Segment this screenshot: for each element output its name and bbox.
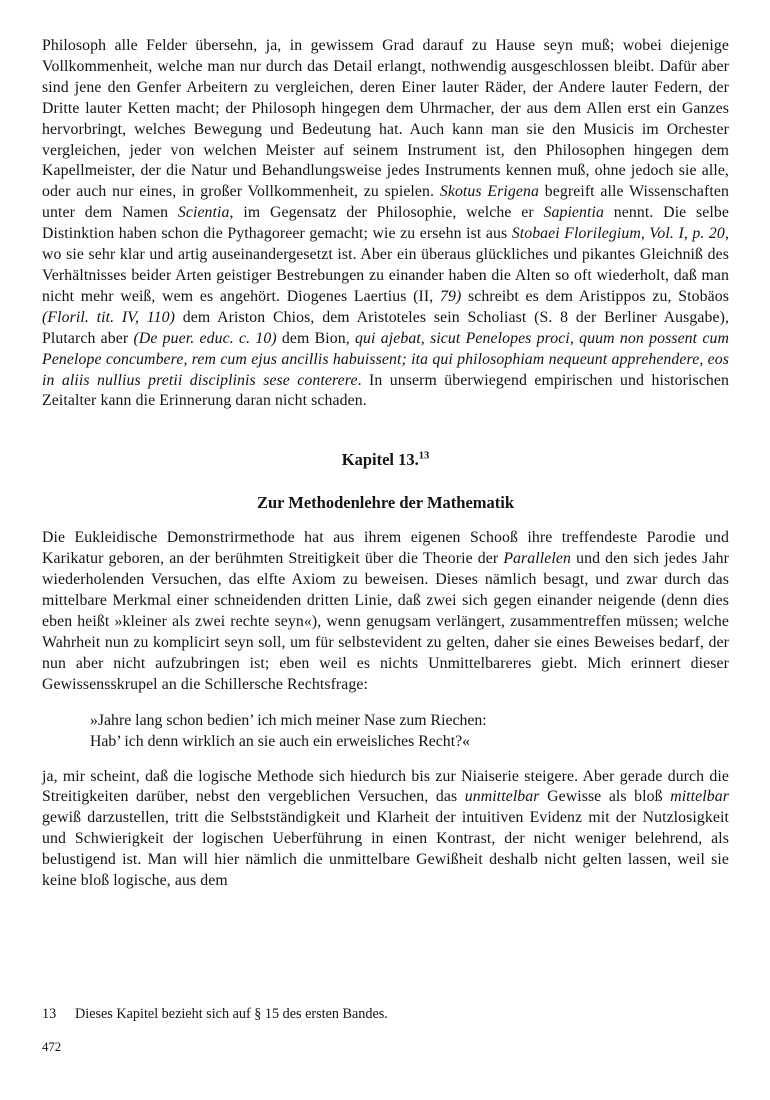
verse-line-2: Hab’ ich denn wirklich an sie auch ein erweisliches Recht?« xyxy=(90,732,471,750)
paragraph-continuation: Philosoph alle Felder übersehn, ja, in gewissem Grad darauf zu Hause seyn muß; wobei diejenige Vollkommenheit, welche man nur durch das Detail erlangt, nothwendig ausgeschlossen bleibt. Dafür aber sind jene den Genfer Arbeitern zu vergleichen, deren Einer lauter Räder, der Andere lauter Federn, der Dritte lauter Ketten macht; der Philosoph hingegen dem Uhrmacher, der aus dem Allen erst ein Ganzes hervorbringt, welches Bewegung und Bedeutung hat. Auch kann man sie den Musicis im Orchester vergleichen, jeder von welchen Meister auf seinem Instrument ist, den Philosophen hingegen dem Kapellmeister, der die Natur und Behandlungsweise jedes Instruments kennen muß, ohne jedoch sie alle, oder auch nur eines, in großer Vollkommenheit, zu spielen. Skotus Erigena begreift alle Wissenschaften unter dem Namen Scientia, im Gegensatz der Philosophie, welche er Sapientia nennt. Die selbe Distinktion haben schon die Pythagoreer gemacht; wie zu ersehn ist aus Stobaei Florilegium, Vol. I, p. 20, wo sie sehr klar und artig auseinandergesetzt ist. Aber ein überaus glückliches und pikantes Gleichniß des Verhältnisses beider Arten geistiger Bestrebungen zu einander haben die Alten so oft wiederholt, daß man nicht mehr weiß, wem es angehört. Diogenes Laertius (II, 79) schreibt es dem Aristippos zu, Stobäos (Floril. tit. IV, 110) dem Ariston Chios, dem Aristoteles sein Scholiast (S. 8 der Berliner Ausgabe), Plutarch aber (De puer. educ. c. 10) dem Bion, qui ajebat, sicut Penelopes proci, quum non possent cum Penelope concumbere, rem cum ejus ancillis habuissent; ita qui philosophiam nequeunt apprehendere, eos in aliis nullius pretii disciplinis sese conterere. In unserm überwiegend empirischen und historischen Zeitalter kann die Erinnerung daran nicht schaden. xyxy=(42,37,730,410)
verse-quote xyxy=(90,710,729,752)
footnote xyxy=(42,1005,729,1024)
chapter-heading-text: Kapitel 13. xyxy=(341,450,419,470)
footnote-reference: 13 xyxy=(418,450,430,462)
verse-line-1: »Jahre lang schon bedien’ ich mich meiner Nase zum Riechen: xyxy=(90,711,487,729)
footnote-number: 13 xyxy=(42,1006,57,1022)
page-number: 472 xyxy=(42,1040,62,1054)
paragraph-logical-method: ja, mir scheint, daß die logische Methode sich hiedurch bis zur Niaiserie steigere. Aber gerade durch die Streitigkeiten darüber, nebst den vergeblichen Versuchen, das unmittelbar Gewisse als bloß mittelbar gewiß darzustellen, tritt die Selbstständigkeit und Klarheit der intuitiven Evidenz mit der Nutzlosigkeit und Schwierigkeit der logischen Ueberführung in einen Kontrast, der nicht weniger belehrend, als belustigend ist. Man will hier nämlich die unmittelbare Gewißheit deshalb nicht gelten lassen, weil sie keine bloß logische, aus dem xyxy=(42,767,730,890)
paragraph-euclid-method: Die Eukleidische Demonstrirmethode hat aus ihrem eigenen Schooß ihre treffendeste Parodie und Karikatur geboren, an der berühmten Streitigkeit über die Theorie der Parallelen und den sich jedes Jahr wiederholenden Versuchen, das elfte Axiom zu beweisen. Dieses nämlich besagt, und zwar durch das mittelbare Merkmal einer schneidenden dritten Linie, daß zwei sich gegen einander neigende (denn dies eben heißt »kleiner als zwei rechte seyn«), wenn genugsam verlängert, zusammentreffen müssen; welche Wahrheit nun zu komplicirt seyn soll, um für selbstevident zu gelten, daher sie eines Beweises bedarf, der nun aber nicht aufzubringen ist; eben weil es nichts Unmittelbareres giebt. Mich erinnert dieser Gewissensskrupel an die Schillersche Rechtsfrage: xyxy=(42,529,729,693)
section-title: Zur Methodenlehre der Mathematik xyxy=(256,493,515,513)
chapter-heading xyxy=(42,450,729,470)
footnote-text: Dieses Kapitel bezieht sich auf § 15 des ersten Bandes. xyxy=(75,1006,388,1022)
text-block xyxy=(42,36,729,892)
